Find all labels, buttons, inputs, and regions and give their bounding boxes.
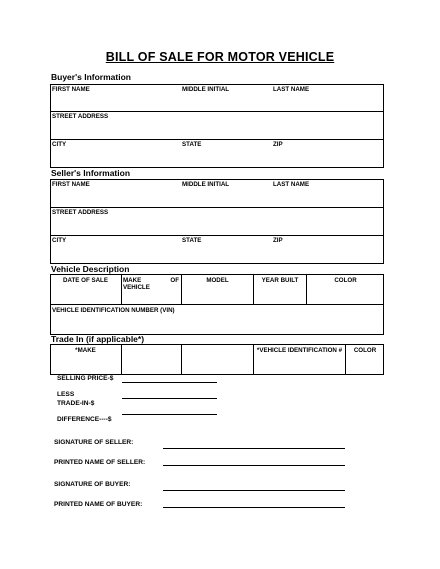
trade-in-label: TRADE-IN-$ — [57, 400, 95, 407]
seller-zip-field[interactable]: ZIP — [273, 237, 283, 244]
trade-in-amount-line[interactable] — [122, 398, 217, 399]
selling-price-label: SELLING PRICE-$ — [57, 375, 114, 382]
date-of-sale-field[interactable]: DATE OF SALE — [63, 277, 108, 284]
signature-of-seller-line[interactable] — [163, 448, 345, 449]
trade-in-cell[interactable] — [122, 345, 181, 374]
selling-price-line[interactable] — [122, 382, 217, 383]
signature-of-seller-label: SIGNATURE OF SELLER: — [54, 439, 134, 446]
less-label: LESS — [57, 391, 75, 398]
buyer-section-heading: Buyer's Information — [51, 72, 131, 82]
trade-in-cell[interactable] — [182, 345, 253, 374]
seller-city-field[interactable]: CITY — [52, 237, 67, 244]
divider — [50, 139, 384, 140]
color-field[interactable]: COLOR — [334, 277, 357, 284]
difference-label: DIFFERENCE----$ — [57, 416, 112, 423]
seller-last-name-field[interactable]: LAST NAME — [273, 181, 310, 188]
buyer-state-field[interactable]: STATE — [182, 141, 202, 148]
vehicle-label: VEHICLE — [123, 284, 150, 291]
model-field[interactable]: MODEL — [206, 277, 229, 284]
seller-middle-initial-field[interactable]: MIDDLE INITIAL — [182, 181, 230, 188]
vehicle-section-heading: Vehicle Description — [51, 264, 130, 274]
buyer-middle-initial-field[interactable]: MIDDLE INITIAL — [182, 86, 230, 93]
divider — [50, 304, 384, 305]
printed-name-of-buyer-line[interactable] — [163, 507, 345, 508]
signature-of-buyer-label: SIGNATURE OF BUYER: — [54, 481, 131, 488]
printed-name-of-seller-label: PRINTED NAME OF SELLER: — [54, 459, 146, 466]
page-title: BILL OF SALE FOR MOTOR VEHICLE — [105, 50, 335, 64]
seller-street-address-field[interactable]: STREET ADDRESS — [52, 209, 109, 216]
printed-name-of-buyer-label: PRINTED NAME OF BUYER: — [54, 501, 143, 508]
seller-first-name-field[interactable]: FIRST NAME — [52, 181, 90, 188]
make-label: MAKE — [123, 277, 142, 284]
trade-in-vin-field[interactable]: *VEHICLE IDENTIFICATION # — [256, 347, 343, 354]
buyer-info-box — [50, 84, 384, 168]
of-label: OF — [170, 277, 179, 284]
column-divider — [121, 274, 122, 304]
buyer-first-name-field[interactable]: FIRST NAME — [52, 86, 90, 93]
year-built-field[interactable]: YEAR BUILT — [261, 277, 299, 284]
vin-field[interactable]: VEHICLE IDENTIFICATION NUMBER (VIN) — [52, 307, 175, 314]
trade-in-section-heading: Trade In (if applicable*) — [51, 334, 145, 344]
divider — [50, 111, 384, 112]
difference-line[interactable] — [122, 414, 217, 415]
divider — [50, 235, 384, 236]
buyer-last-name-field[interactable]: LAST NAME — [273, 86, 310, 93]
trade-in-make-field[interactable]: *MAKE — [75, 347, 96, 354]
buyer-city-field[interactable]: CITY — [52, 141, 67, 148]
trade-in-color-field[interactable]: COLOR — [353, 347, 377, 354]
buyer-zip-field[interactable]: ZIP — [273, 141, 283, 148]
buyer-street-address-field[interactable]: STREET ADDRESS — [52, 113, 109, 120]
seller-section-heading: Seller's Information — [51, 168, 131, 178]
divider — [50, 207, 384, 208]
printed-name-of-seller-line[interactable] — [163, 465, 345, 466]
seller-info-box — [50, 179, 384, 264]
signature-of-buyer-line[interactable] — [163, 490, 345, 491]
seller-state-field[interactable]: STATE — [182, 237, 202, 244]
make-of-vehicle-field[interactable] — [123, 277, 180, 291]
